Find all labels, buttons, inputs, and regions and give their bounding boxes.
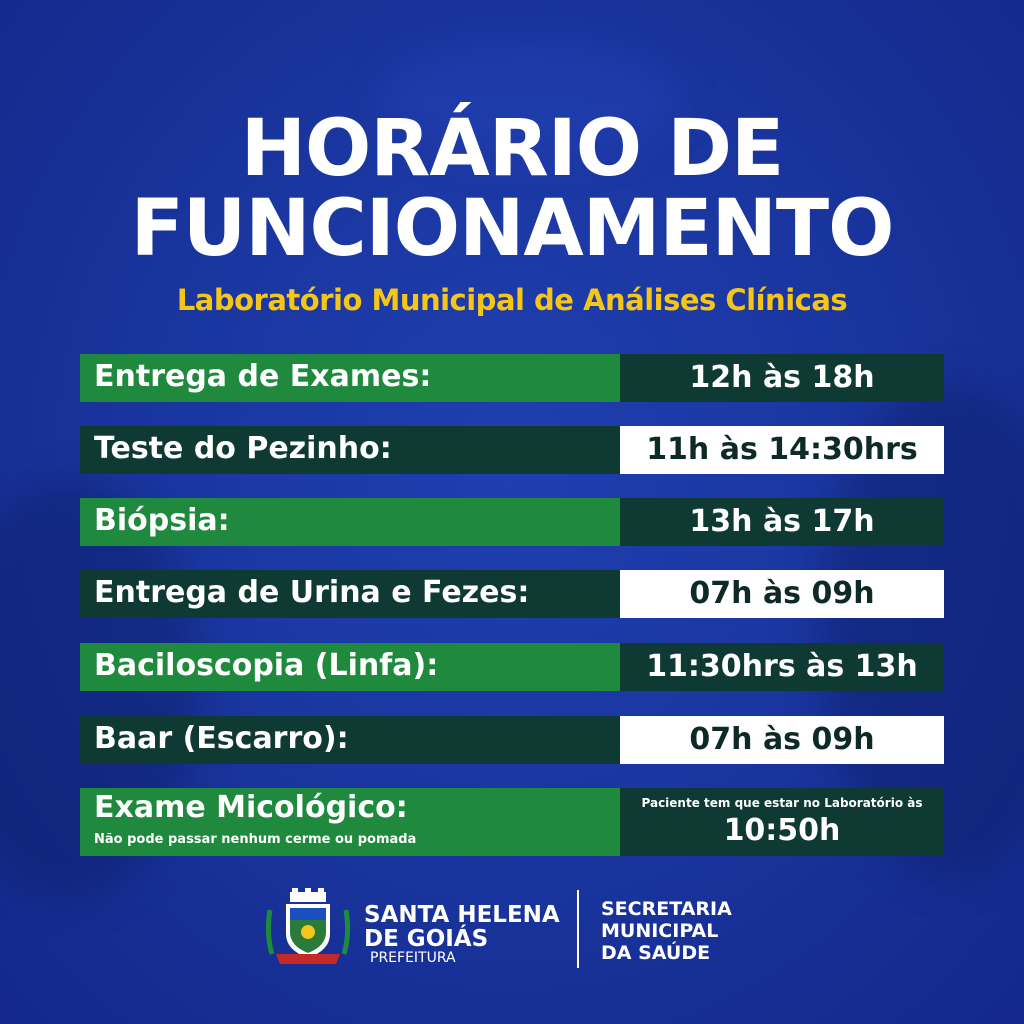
schedule-label: Exame Micológico: xyxy=(94,790,408,825)
secretaria-line1: SECRETARIA xyxy=(601,898,732,920)
schedule-time: 07h às 09h xyxy=(620,716,944,764)
schedule-label-box xyxy=(80,788,620,856)
secretaria-line3: DA SAÚDE xyxy=(601,942,711,964)
schedule-time: 10:50h xyxy=(723,813,841,848)
footer-divider xyxy=(577,890,579,968)
city-name-line1: SANTA HELENA xyxy=(364,902,560,928)
page-subtitle: Laboratório Municipal de Análises Clínicas xyxy=(176,283,848,317)
schedule-time: 12h às 18h xyxy=(620,354,944,402)
schedule-row-micologico xyxy=(80,788,944,856)
schedule-row-baciloscopia xyxy=(80,643,944,691)
schedule-label: Entrega de Urina e Fezes: xyxy=(80,570,620,618)
schedule-time: 07h às 09h xyxy=(620,570,944,618)
municipal-crest-icon xyxy=(262,884,354,970)
schedule-row-teste-pezinho xyxy=(80,426,944,474)
footer xyxy=(0,880,1024,980)
schedule-label: Baar (Escarro): xyxy=(80,716,620,764)
schedule-label: Biópsia: xyxy=(80,498,620,546)
schedule-time-box xyxy=(620,788,944,856)
city-name-line2: DE GOIÁS xyxy=(364,926,489,952)
schedule-time-note: Paciente tem que estar no Laboratório às xyxy=(641,796,923,810)
page-title-line1: HORÁRIO DE xyxy=(240,104,784,194)
schedule-time: 11:30hrs às 13h xyxy=(620,643,944,691)
schedule-note: Não pode passar nenhum cerme ou pomada xyxy=(94,832,417,847)
schedule-label: Entrega de Exames: xyxy=(80,354,620,402)
schedule-time: 13h às 17h xyxy=(620,498,944,546)
schedule-row-biopsia xyxy=(80,498,944,546)
schedule-time: 11h às 14:30hrs xyxy=(620,426,944,474)
secretaria-line2: MUNICIPAL xyxy=(601,920,719,942)
schedule-label: Teste do Pezinho: xyxy=(80,426,620,474)
schedule-label: Baciloscopia (Linfa): xyxy=(80,643,620,691)
schedule-row-baar xyxy=(80,716,944,764)
schedule-row-entrega-exames xyxy=(80,354,944,402)
page-title-line2: FUNCIONAMENTO xyxy=(130,184,894,274)
city-prefeitura-label: PREFEITURA xyxy=(370,950,456,966)
schedule-row-urina-fezes xyxy=(80,570,944,618)
